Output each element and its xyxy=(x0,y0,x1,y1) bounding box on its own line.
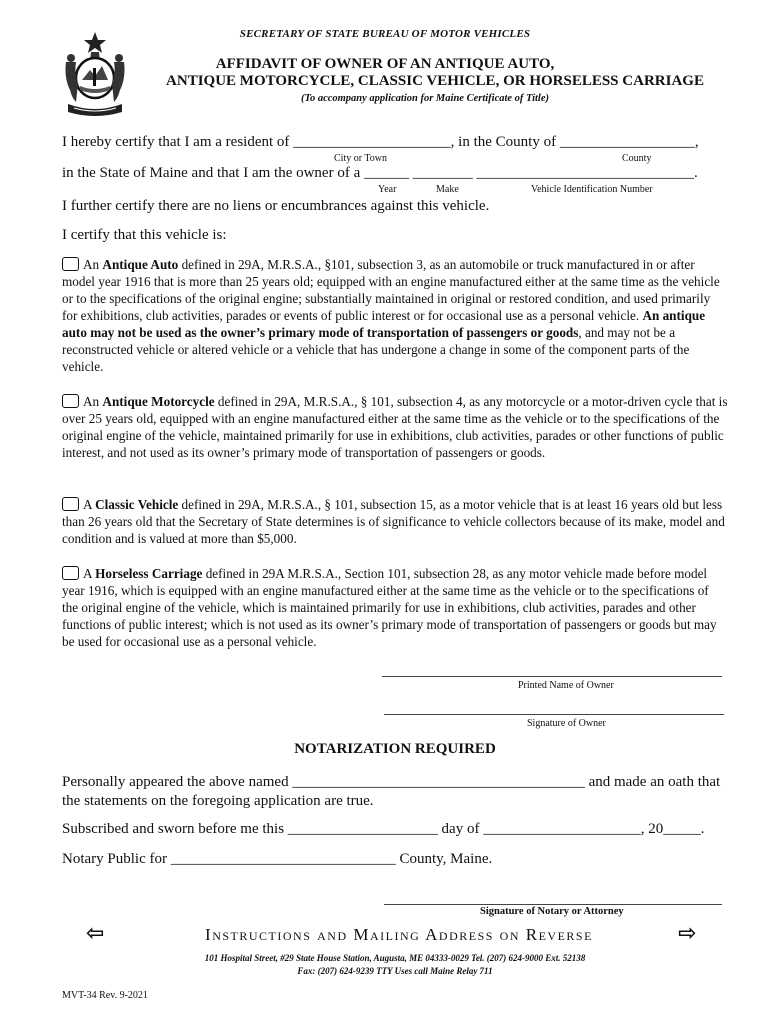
county-text: , in the County of xyxy=(450,134,557,150)
form-title-line2: ANTIQUE MOTORCYCLE, CLASSIC VEHICLE, OR HORSELESS CARRIAGE xyxy=(166,73,704,89)
agency-name: SECRETARY OF STATE BUREAU OF MOTOR VEHICLES xyxy=(239,28,531,40)
resident-text: I hereby certify that I am a resident of xyxy=(62,134,290,150)
horseless-carriage-definition: defined in 29A M.R.S.A., Section 101, subsection 28, as any motor vehicle made before model year 1916, which is equipped with an engine manufactured either at the same time as the vehicle or to the specifications of the original engine of the vehicle, which is maintained primarily for use in exhibitions, club activities, parades and other functions of public interest; which is not used as its owner’s primary mode of transportation of passengers or goods but may be used for occasional use as a personal vehicle. xyxy=(62,566,717,649)
option-antique-motorcycle: An Antique Motorcycle defined in 29A, M.R.S.A., § 101, subsection 4, as any motorcycle or a motor-driven cycle that is over 25 years old, equipped with an engine manufactured either at the same time as the vehicle or to the specifications of the original engine of the vehicle, maintained primarily for use in exhibitions, club activities, parades or other functions of public interest, and not used as its owner’s primary mode of transportation of passengers or goods. xyxy=(62,394,728,460)
appeared-name-blank[interactable]: _______________________________________ xyxy=(292,774,585,790)
antique-auto-name: Antique Auto xyxy=(102,257,179,272)
make-label: Make xyxy=(436,184,459,195)
antique-auto-restriction: An antique auto may not be used as the owner’s primary mode of transportation of passengers or goods xyxy=(62,308,706,340)
owner-signature-label: Signature of Owner xyxy=(527,718,606,729)
notary-public-line: Notary Public for ______________________________ County, Maine. xyxy=(62,851,493,867)
city-label: City or Town xyxy=(334,153,388,164)
form-subtitle: (To accompany application for Maine Certificate of Title) xyxy=(301,93,549,104)
option-classic-vehicle: A Classic Vehicle defined in 29A, M.R.S.A., § 101, subsection 15, as a motor vehicle that is at least 16 years old but less than 26 years old that the Secretary of State determines is of significance to vehicle collectors because of its make, model and condition and is valued at more than $5,000. xyxy=(62,497,725,546)
antique-auto-tail: , and may not be a reconstructed vehicle or altered vehicle or a vehicle that has undergone a change in some of the component parts of the vehicle. xyxy=(62,325,690,374)
option-horseless-carriage: A Horseless Carriage defined in 29A M.R.S.A., Section 101, subsection 28, as any motor vehicle made before model year 1916, which is equipped with an engine manufactured either at the same time as the vehicle or to the specifications of the original engine of the vehicle, which is maintained primarily for use in exhibitions, club activities, parades and other functions of public interest; which is not used as its owner’s primary mode of transportation of passengers or goods but may be used for occasional use as a personal vehicle. xyxy=(62,566,717,649)
form-title-line1: AFFIDAVIT OF OWNER OF AN ANTIQUE AUTO, xyxy=(215,56,555,72)
appeared-line-2: the statements on the foregoing application are true. xyxy=(62,793,374,809)
classic-vehicle-definition: defined in 29A, M.R.S.A., § 101, subsection 15, as a motor vehicle that is at least 16 years old but less than 26 years old that the Secretary of State determines is of significance to vehicle collectors because of its make, model and condition and is valued at more than $5,000. xyxy=(62,497,725,546)
resident-line: I hereby certify that I am a resident of _____________________, in the County of __________________, xyxy=(62,134,699,150)
county-blank[interactable]: __________________ xyxy=(559,134,695,150)
no-liens-statement: I further certify there are no liens or encumbrances against this vehicle. xyxy=(62,198,490,214)
antique-motorcycle-name: Antique Motorcycle xyxy=(102,394,215,409)
instructions-note: Instructions and Mailing Address on Reverse xyxy=(205,925,593,944)
year-blank[interactable]: ______ xyxy=(364,165,409,181)
antique-auto-checkbox[interactable] xyxy=(62,257,79,271)
county-label: County xyxy=(622,153,652,164)
appeared-line: Personally appeared the above named _______________________________________ and made an oath that xyxy=(62,774,721,790)
sworn-year-blank[interactable]: _____ xyxy=(663,821,701,837)
antique-auto-definition: defined in 29A, M.R.S.A., §101, subsection 3, as an automobile or truck manufactured in or after model year 1916 that is more than 25 years old; equipped with an engine manufactured either at the same time as the vehicle or to the specifications of the original engine; substantially maintained in original or restored condition, and used primarily for exhibitions, club activities, parades or events of public interest or for occasional use as a personal vehicle. xyxy=(62,257,720,323)
vehicle-is-statement: I certify that this vehicle is: xyxy=(62,227,227,243)
notary-county-blank[interactable]: ______________________________ xyxy=(170,851,396,867)
sworn-line: Subscribed and sworn before me this ____________________ day of _____________________, 20_____. xyxy=(62,821,705,837)
sworn-day-blank[interactable]: ____________________ xyxy=(287,821,438,837)
printed-name-label: Printed Name of Owner xyxy=(518,680,614,691)
owner-line: in the State of Maine and that I am the owner of a ______ ________ _____________________________. xyxy=(62,165,698,181)
left-arrow-icon: ⇦ xyxy=(86,921,105,946)
notary-signature-label: Signature of Notary or Attorney xyxy=(480,906,624,917)
mailing-address: 101 Hospital Street, #29 State House Station, Augusta, ME 04333-0029 Tel. (207) 624-9000 Ext. 52138 xyxy=(204,953,586,963)
owner-text: in the State of Maine and that I am the owner of a xyxy=(62,165,361,181)
city-blank[interactable]: _____________________ xyxy=(293,134,451,150)
horseless-carriage-checkbox[interactable] xyxy=(62,566,79,580)
year-label: Year xyxy=(378,184,397,195)
vin-blank[interactable]: _____________________________ xyxy=(476,165,694,181)
sworn-month-blank[interactable]: _____________________ xyxy=(483,821,641,837)
antique-motorcycle-checkbox[interactable] xyxy=(62,394,79,408)
horseless-carriage-name: Horseless Carriage xyxy=(95,566,203,581)
notarization-heading: NOTARIZATION REQUIRED xyxy=(294,741,496,757)
owner-signature-line[interactable] xyxy=(384,714,724,715)
form-number: MVT-34 Rev. 9-2021 xyxy=(62,990,148,1001)
classic-vehicle-name: Classic Vehicle xyxy=(95,497,179,512)
right-arrow-icon: ⇨ xyxy=(678,921,697,946)
option-antique-auto: An Antique Auto defined in 29A, M.R.S.A., §101, subsection 3, as an automobile or truck manufactured in or after model year 1916 that is more than 25 years old; equipped with an engine manufactured either at the same time as the vehicle or to the specifications of the original engine; substantially maintained in original or restored condition, and used primarily for exhibitions, club activities, parades or events of public interest or for occasional use as a personal vehicle. An antique auto may not be used as the owner’s primary mode of transportation of passengers or goods, and may not be a reconstructed vehicle or altered vehicle or a vehicle that has undergone a change in some of the component parts of the vehicle. xyxy=(62,257,720,374)
antique-motorcycle-definition: defined in 29A, M.R.S.A., § 101, subsection 4, as any motorcycle or a motor-driven cycle that is over 25 years old, equipped with an engine manufactured either at the same time as the vehicle or to the specifications of the original engine of the vehicle, maintained primarily for use in exhibitions, club activities, parades or other functions of public interest, and not used as its owner’s primary mode of transportation of passengers or goods. xyxy=(62,394,728,460)
notary-signature-line[interactable] xyxy=(384,904,722,905)
classic-vehicle-checkbox[interactable] xyxy=(62,497,79,511)
contact-numbers: Fax: (207) 624-9239 TTY Uses call Maine Relay 711 xyxy=(297,966,493,976)
printed-name-line[interactable] xyxy=(382,676,722,677)
vin-label: Vehicle Identification Number xyxy=(531,184,653,195)
make-blank[interactable]: ________ xyxy=(412,165,473,181)
